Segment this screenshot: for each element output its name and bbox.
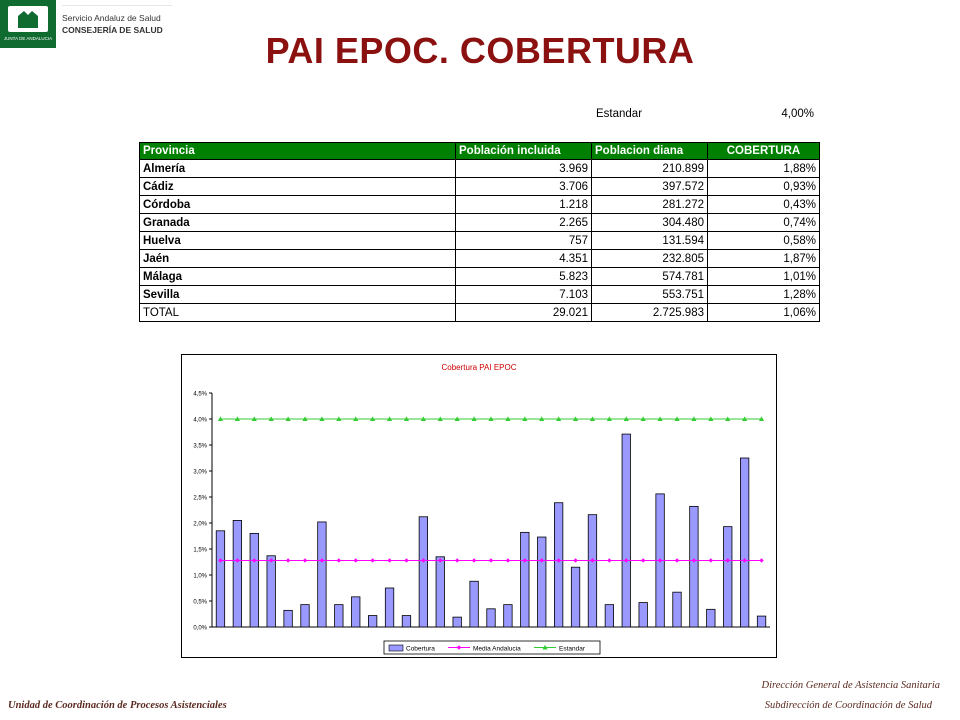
bar-cobertura <box>757 616 765 627</box>
legend-label-cobertura: Cobertura <box>406 645 435 653</box>
cell-provincia: Jaén <box>140 250 456 268</box>
y-tick-label: 4,0% <box>193 417 207 424</box>
table-row <box>140 268 820 286</box>
table-row <box>140 286 820 304</box>
cell-total-cobertura: 1,06% <box>708 304 820 322</box>
cell-total-label: TOTAL <box>140 304 456 322</box>
bar-cobertura <box>284 610 292 627</box>
legend-label-estandar: Estandar <box>559 645 586 653</box>
point-media-andalucia <box>573 558 577 562</box>
table-total-row <box>140 304 820 322</box>
y-tick-label: 2,0% <box>193 521 207 528</box>
logo-line1: Servicio Andaluz de Salud <box>62 13 161 23</box>
bar-cobertura <box>690 506 698 627</box>
y-tick-label: 2,5% <box>193 495 207 502</box>
logo-line2: CONSEJERÍA DE SALUD <box>62 25 163 35</box>
point-media-andalucia <box>506 558 510 562</box>
bar-cobertura <box>707 609 715 627</box>
point-media-andalucia <box>759 558 763 562</box>
cell-poblacion-incluida: 7.103 <box>456 286 592 304</box>
bar-cobertura <box>521 532 529 627</box>
point-media-andalucia <box>337 558 341 562</box>
cell-poblacion-diana: 281.272 <box>592 196 708 214</box>
point-media-andalucia <box>641 558 645 562</box>
cell-cobertura: 0,58% <box>708 232 820 250</box>
cell-provincia: Granada <box>140 214 456 232</box>
point-media-andalucia <box>286 558 290 562</box>
cell-total-poblacion-diana: 2.725.983 <box>592 304 708 322</box>
cell-cobertura: 0,93% <box>708 178 820 196</box>
y-tick-label: 1,0% <box>193 573 207 580</box>
footer-right-line1: Dirección General de Asistencia Sanitaria <box>761 680 940 691</box>
cell-cobertura: 0,43% <box>708 196 820 214</box>
coverage-table <box>139 142 820 322</box>
bar-cobertura <box>436 557 444 627</box>
cell-cobertura: 1,01% <box>708 268 820 286</box>
col-header-cobertura: COBERTURA <box>708 143 820 160</box>
footer-left-part2: ón <box>103 700 115 711</box>
col-header-poblacion-incluida: Población incluida <box>456 143 592 160</box>
bar-cobertura <box>504 605 512 627</box>
standard-label: Estandar <box>596 108 643 120</box>
bar-cobertura <box>419 517 427 627</box>
legend-label-media-andalucia: Media Andalucia <box>473 645 521 653</box>
bar-cobertura <box>571 567 579 627</box>
cell-poblacion-diana: 210.899 <box>592 160 708 178</box>
cell-poblacion-incluida: 3.706 <box>456 178 592 196</box>
bar-cobertura <box>605 605 613 627</box>
bar-cobertura <box>487 609 495 627</box>
y-tick-label: 0,5% <box>193 599 207 606</box>
point-media-andalucia <box>303 558 307 562</box>
table-row <box>140 214 820 232</box>
bar-cobertura <box>335 605 343 627</box>
bar-cobertura <box>588 515 596 627</box>
footer-left-part1: Unidad de Coordinaci <box>8 700 104 711</box>
y-tick-label: 1,5% <box>193 547 207 554</box>
bar-cobertura <box>402 616 410 627</box>
bar-cobertura <box>216 531 224 627</box>
bar-cobertura <box>740 458 748 627</box>
bar-cobertura <box>453 617 461 627</box>
cell-poblacion-diana: 304.480 <box>592 214 708 232</box>
cell-poblacion-incluida: 757 <box>456 232 592 250</box>
cell-poblacion-diana: 131.594 <box>592 232 708 250</box>
bar-cobertura <box>301 605 309 627</box>
y-tick-label: 4,5% <box>193 391 207 398</box>
chart-svg <box>182 355 776 657</box>
bar-cobertura <box>554 503 562 627</box>
cell-poblacion-incluida: 2.265 <box>456 214 592 232</box>
cell-poblacion-diana: 553.751 <box>592 286 708 304</box>
cell-provincia: Cádiz <box>140 178 456 196</box>
point-media-andalucia <box>489 558 493 562</box>
point-media-andalucia <box>607 558 611 562</box>
bar-cobertura <box>538 537 546 627</box>
cell-poblacion-diana: 397.572 <box>592 178 708 196</box>
point-media-andalucia <box>370 558 374 562</box>
cell-cobertura: 1,28% <box>708 286 820 304</box>
logo-divider <box>62 5 172 6</box>
bar-cobertura <box>267 556 275 627</box>
point-media-andalucia <box>709 558 713 562</box>
table-row <box>140 160 820 178</box>
point-media-andalucia <box>675 558 679 562</box>
y-tick-label: 3,0% <box>193 469 207 476</box>
table-row <box>140 232 820 250</box>
cell-provincia: Córdoba <box>140 196 456 214</box>
bar-cobertura <box>318 522 326 627</box>
point-media-andalucia <box>472 558 476 562</box>
cell-cobertura: 1,87% <box>708 250 820 268</box>
bar-cobertura <box>352 597 360 627</box>
cell-total-poblacion-incluida: 29.021 <box>456 304 592 322</box>
y-tick-label: 0,0% <box>193 625 207 632</box>
bar-cobertura <box>622 434 630 627</box>
footer-left <box>8 700 227 711</box>
col-header-poblacion-diana: Poblacion diana <box>592 143 708 160</box>
footer-right-line2: Subdirección de Coordinación de Salud <box>764 700 932 711</box>
bar-cobertura <box>385 588 393 627</box>
table-row <box>140 178 820 196</box>
bar-cobertura <box>639 603 647 627</box>
cell-poblacion-diana: 232.805 <box>592 250 708 268</box>
legend-swatch-cobertura <box>389 645 403 651</box>
bar-cobertura <box>470 581 478 627</box>
col-header-provincia: Provincia <box>140 143 456 160</box>
cell-provincia: Málaga <box>140 268 456 286</box>
chart-title: Cobertura PAI EPOC <box>441 363 517 372</box>
cell-provincia: Huelva <box>140 232 456 250</box>
table-row <box>140 250 820 268</box>
bar-cobertura <box>250 533 258 627</box>
cell-provincia: Sevilla <box>140 286 456 304</box>
cell-cobertura: 1,88% <box>708 160 820 178</box>
bar-cobertura <box>368 616 376 627</box>
bar-cobertura <box>233 520 241 627</box>
table-header-row <box>140 143 820 160</box>
page-title: PAI EPOC. COBERTURA <box>265 30 695 71</box>
svg-text:JUNTA DE ANDALUCIA: JUNTA DE ANDALUCIA <box>3 36 53 41</box>
cell-poblacion-incluida: 4.351 <box>456 250 592 268</box>
cell-provincia: Almería <box>140 160 456 178</box>
point-media-andalucia <box>354 558 358 562</box>
cell-poblacion-incluida: 1.218 <box>456 196 592 214</box>
coverage-chart <box>181 354 777 658</box>
point-media-andalucia <box>455 558 459 562</box>
standard-value: 4,00% <box>781 108 814 120</box>
footer-left-part3: de Procesos Asistenciales <box>114 700 227 711</box>
point-media-andalucia <box>387 558 391 562</box>
point-media-andalucia <box>404 558 408 562</box>
cell-poblacion-diana: 574.781 <box>592 268 708 286</box>
bar-cobertura <box>724 527 732 627</box>
cell-cobertura: 0,74% <box>708 214 820 232</box>
cell-poblacion-incluida: 3.969 <box>456 160 592 178</box>
bar-cobertura <box>673 592 681 627</box>
table-row <box>140 196 820 214</box>
cell-poblacion-incluida: 5.823 <box>456 268 592 286</box>
y-tick-label: 3,5% <box>193 443 207 450</box>
